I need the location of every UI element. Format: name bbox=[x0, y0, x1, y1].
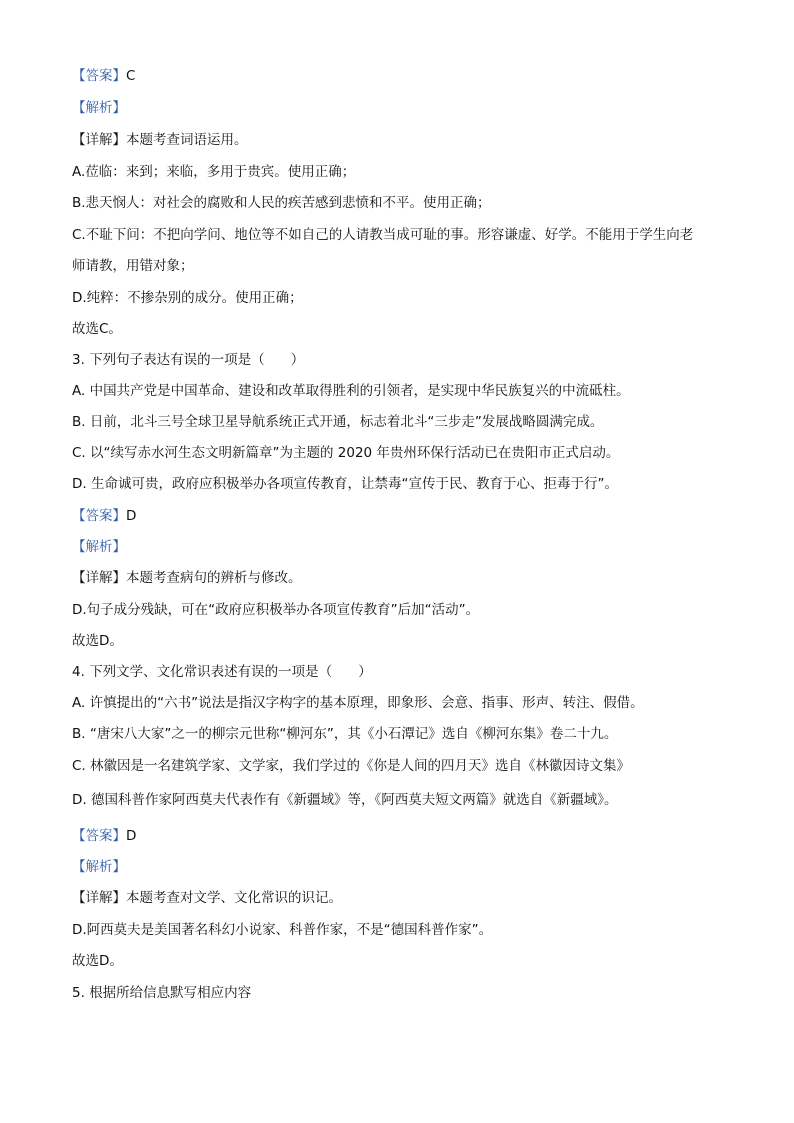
q4-option-c: C. 林徽因是一名建筑学家、文学家，我们学过的《你是人间的四月天》选自《林徽因诗文集》 bbox=[72, 758, 631, 774]
detail-text: 本题考查病句的辨析与修改。 bbox=[126, 570, 302, 586]
q2-analysis-line bbox=[72, 98, 734, 118]
q3-conclusion: 故选D。 bbox=[72, 633, 123, 649]
q3-stem-text: 下列句子表达有误的一项是（ bbox=[89, 352, 265, 368]
q4-option-d: D. 德国科普作家阿西莫夫代表作有《新疆域》等，《阿西莫夫短文两篇》就选自《新疆域》。 bbox=[72, 792, 618, 808]
q2-detail-line bbox=[72, 130, 734, 150]
q4-stem-close: ） bbox=[358, 664, 372, 680]
answer-value: C bbox=[126, 68, 136, 84]
answer-tag: 【答案】 bbox=[72, 828, 126, 844]
q5-stem bbox=[72, 983, 734, 1003]
answer-tag: 【答案】 bbox=[72, 508, 126, 524]
q4-conclusion: 故选D。 bbox=[72, 953, 123, 969]
answer-tag: 【答案】 bbox=[72, 68, 126, 84]
q3-option-b: B. 日前，北斗三号全球卫星导航系统正式开通，标志着北斗“三步走”发展战略圆满完成。 bbox=[72, 414, 604, 430]
q2-item-d: D.纯粹：不掺杂别的成分。使用正确； bbox=[72, 290, 303, 306]
q4-detail-line bbox=[72, 888, 734, 908]
q2-item-c: C.不耻下问：不把向学问、地位等不如自己的人请教当成可耻的事。形容谦虚、好学。不能用于学生向老 bbox=[72, 227, 694, 243]
q4-option-b: B. “唐宋八大家”之一的柳宗元世称“柳河东”，其《小石潭记》选自《柳河东集》卷二十九。 bbox=[72, 726, 618, 742]
q3-option-d: D. 生命诚可贵，政府应积极举办各项宣传教育，让禁毒“宣传于民、教育于心、拒毒于行”。 bbox=[72, 476, 618, 492]
q5-number: 5. bbox=[72, 985, 85, 1001]
q4-analysis-line bbox=[72, 857, 734, 877]
q3-answer-line bbox=[72, 506, 734, 526]
q4-explain: D.阿西莫夫是美国著名科幻小说家、科普作家，不是“德国科普作家”。 bbox=[72, 922, 493, 938]
q4-option-a: A. 许慎提出的“六书”说法是指汉字构字的基本原理，即象形、会意、指事、形声、转注、假借。 bbox=[72, 695, 644, 711]
q3-option-a: A. 中国共产党是中国革命、建设和改革取得胜利的引领者，是实现中华民族复兴的中流砥柱。 bbox=[72, 383, 630, 399]
q3-analysis-line bbox=[72, 537, 734, 557]
q3-stem bbox=[72, 350, 734, 370]
q2-conclusion: 故选C。 bbox=[72, 321, 122, 337]
q3-explain: D.句子成分残缺，可在“政府应积极举办各项宣传教育”后加“活动”。 bbox=[72, 602, 480, 618]
detail-tag: 【详解】 bbox=[72, 890, 126, 906]
q2-item-a: A.莅临：来到；来临，多用于贵宾。使用正确； bbox=[72, 164, 356, 180]
detail-tag: 【详解】 bbox=[72, 132, 126, 148]
analysis-tag: 【解析】 bbox=[72, 100, 126, 116]
q5-stem-text: 根据所给信息默写相应内容 bbox=[89, 985, 252, 1001]
q2-answer-line bbox=[72, 66, 734, 86]
detail-text: 本题考查词语运用。 bbox=[126, 132, 248, 148]
answer-value: D bbox=[126, 508, 137, 524]
answer-value: D bbox=[126, 828, 137, 844]
q3-number: 3. bbox=[72, 352, 85, 368]
q4-stem bbox=[72, 662, 734, 682]
q3-stem-close: ） bbox=[290, 352, 305, 368]
detail-text: 本题考查对文学、文化常识的识记。 bbox=[126, 890, 342, 906]
q4-number: 4. bbox=[72, 664, 85, 680]
q4-stem-text: 下列文学、文化常识表述有误的一项是（ bbox=[89, 664, 333, 680]
analysis-tag: 【解析】 bbox=[72, 539, 126, 555]
q2-item-c-cont: 师请教，用错对象； bbox=[72, 258, 194, 274]
analysis-tag: 【解析】 bbox=[72, 859, 126, 875]
q2-item-b: B.悲天悯人：对社会的腐败和人民的疾苦感到悲愤和不平。使用正确； bbox=[72, 195, 491, 211]
detail-tag: 【详解】 bbox=[72, 570, 126, 586]
q4-answer-line bbox=[72, 826, 734, 846]
q3-option-c: C. 以“续写赤水河生态文明新篇章”为主题的 2020 年贵州环保行活动已在贵阳市正式启动。 bbox=[72, 445, 620, 461]
q3-detail-line bbox=[72, 568, 734, 588]
